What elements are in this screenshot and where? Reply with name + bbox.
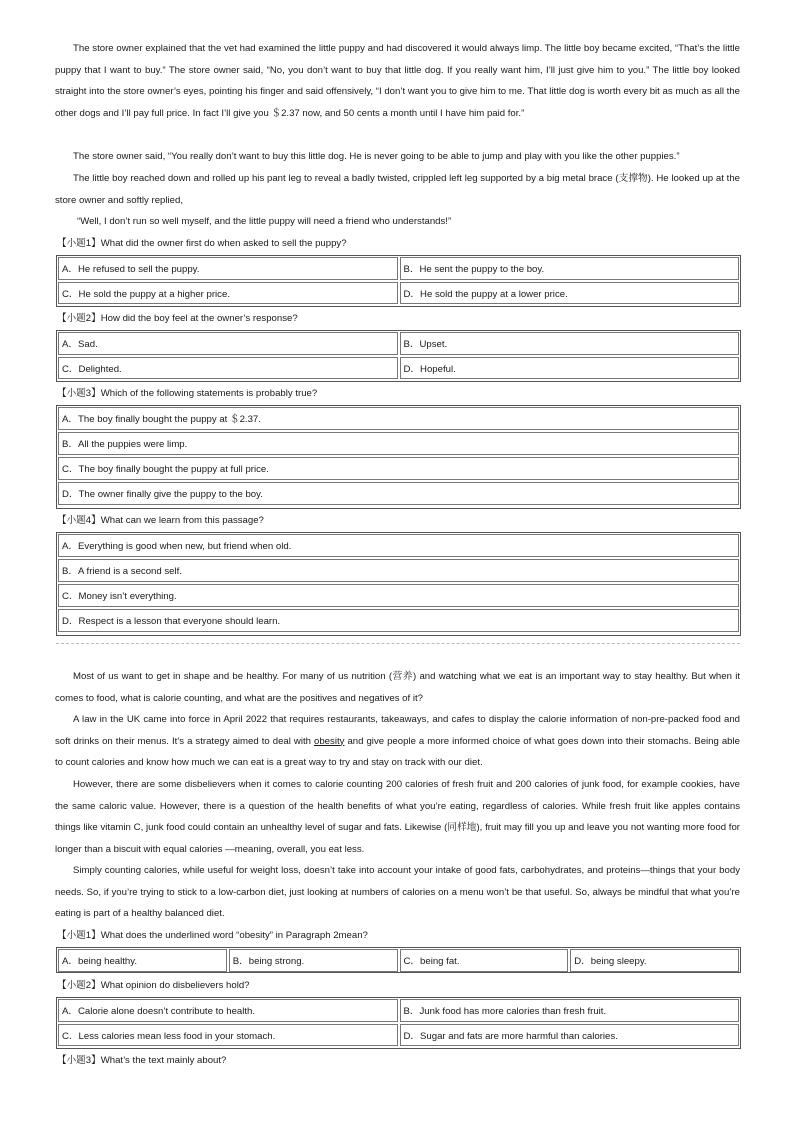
passage2-paragraph-2 [55, 709, 740, 774]
option-c[interactable]: C．Delighted. [58, 357, 398, 380]
option-d[interactable]: D．Sugar and fats are more harmful than calories. [400, 1024, 740, 1047]
option-c[interactable]: C．Money isn’t everything. [58, 584, 739, 607]
option-d[interactable]: D．Hopeful. [400, 357, 740, 380]
passage2-paragraph-4: Simply counting calories, while useful for weight loss, doesn’t take into account your intake of good fats, carbohydrates, and proteins—things that your body needs. So, if you’re trying to stick to a low-carbon diet, just looking at numbers of calories on a menu won’t be that useful. So, always be mindful that what you’re eating is part of a healthy balanced diet. [55, 865, 740, 920]
passage1-q4-options [56, 532, 741, 636]
passage2-q1-options [56, 947, 741, 973]
passage2-question-2: 【小题2】What opinion do disbelievers hold? [57, 980, 250, 991]
option-b[interactable]: B．He sent the puppy to the boy. [400, 257, 740, 280]
option-a[interactable]: A．Sad. [58, 332, 398, 355]
option-a[interactable]: A．He refused to sell the puppy. [58, 257, 398, 280]
option-d[interactable]: D．Respect is a lesson that everyone should learn. [58, 609, 739, 632]
underlined-word-obesity: obesity [314, 735, 345, 747]
option-a[interactable]: A．The boy finally bought the puppy at ＄2.37. [58, 407, 739, 430]
passage1-paragraph-2: The store owner said, “You really don’t want to buy this little dog. He is never going to be able to jump and play with you like the other puppies.” [73, 151, 680, 162]
option-c[interactable]: C．being fat. [400, 949, 569, 972]
option-b[interactable]: B．being strong. [229, 949, 398, 972]
option-c[interactable]: C．Less calories mean less food in your stomach. [58, 1024, 398, 1047]
option-b[interactable]: B．Upset. [400, 332, 740, 355]
passage1-paragraph-1: The store owner explained that the vet had examined the little puppy and had discovered it would always limp. The little boy became excited, “That’s the little puppy that I want to buy.” The store owner said, “No, you don’t want to buy that little dog. If you really want him, I’ll just give him to you.” The little boy looked straight into the store owner’s eyes, pointing his finger and said offensively, “I don’t want you to give him to me. That little dog is worth every bit as much as all the other dogs and I’ll pay full price. In fact I’ll give you ＄2.37 now, and 50 cents a month until I have him paid for.” [55, 43, 740, 119]
option-a[interactable]: A．Calorie alone doesn’t contribute to health. [58, 999, 398, 1022]
option-c[interactable]: C．He sold the puppy at a higher price. [58, 282, 398, 305]
option-d[interactable]: D．He sold the puppy at a lower price. [400, 282, 740, 305]
option-a[interactable]: A．being healthy. [58, 949, 227, 972]
option-c[interactable]: C．The boy finally bought the puppy at full price. [58, 457, 739, 480]
passage2-q2-options [56, 997, 741, 1049]
option-b[interactable]: B．A friend is a second self. [58, 559, 739, 582]
passage2-question-3: 【小题3】What’s the text mainly about? [57, 1055, 227, 1066]
option-b[interactable]: B．Junk food has more calories than fresh fruit. [400, 999, 740, 1022]
passage1-paragraph-3: The little boy reached down and rolled up his pant leg to reveal a badly twisted, crippled left leg supported by a big metal brace (支撑物). He looked up at the store owner and softly replied, [55, 173, 740, 206]
passage1-question-1: 【小题1】What did the owner first do when asked to sell the puppy? [57, 238, 347, 249]
passage1-question-3: 【小题3】Which of the following statements is probably true? [57, 388, 318, 399]
p2-text-after: and give people a more informed choice of what goes down into their stomachs. Being able to count calories and know how much we can eat is a great way to try and stay on track with our diet. [55, 735, 740, 769]
passage1-question-4: 【小题4】What can we learn from this passage? [57, 515, 264, 526]
passage2-paragraph-3: However, there are some disbelievers when it comes to calorie counting 200 calories of fresh fruit and 200 calories of junk food, for example cookies, have the same caloric value. However, there is a question of the health benefits of what you’re eating, regardless of calories. While fresh fruit like apples contains things like vitamin C, junk food could contain an unhealthy level of sugar and fats. Likewise (同样地), fruit may fill you up and leave you not wanting more food for longer than a biscuit with equal calories —meaning, overall, you eat less. [55, 779, 740, 855]
passage1-q3-options [56, 405, 741, 509]
passage1-q1-options [56, 255, 741, 307]
option-a[interactable]: A．Everything is good when new, but friend when old. [58, 534, 739, 557]
option-b[interactable]: B．All the puppies were limp. [58, 432, 739, 455]
passage2-question-1: 【小题1】What does the underlined word “obesity” in Paragraph 2mean? [57, 930, 368, 941]
passage2-paragraph-1: Most of us want to get in shape and be healthy. For many of us nutrition (营养) and watching what we eat is an important way to stay healthy. But when it comes to food, what is calorie counting, and what are the positives and negatives of it? [55, 671, 740, 704]
option-d[interactable]: D．The owner finally give the puppy to the boy. [58, 482, 739, 505]
option-d[interactable]: D．being sleepy. [570, 949, 739, 972]
p2-text-before: A law in the UK came into force in April 2022 that requires restaurants, takeaways, and cafes to display the calorie information of non-pre-packed food and soft drinks on their menus. It’s a strategy aimed to deal with [55, 714, 740, 747]
passage1-question-2: 【小题2】How did the boy feel at the owner’s response? [57, 313, 298, 324]
passage1-q2-options [56, 330, 741, 382]
passage-divider [56, 643, 740, 644]
passage1-paragraph-4: “Well, I don’t run so well myself, and the little puppy will need a friend who understands!” [77, 216, 452, 227]
